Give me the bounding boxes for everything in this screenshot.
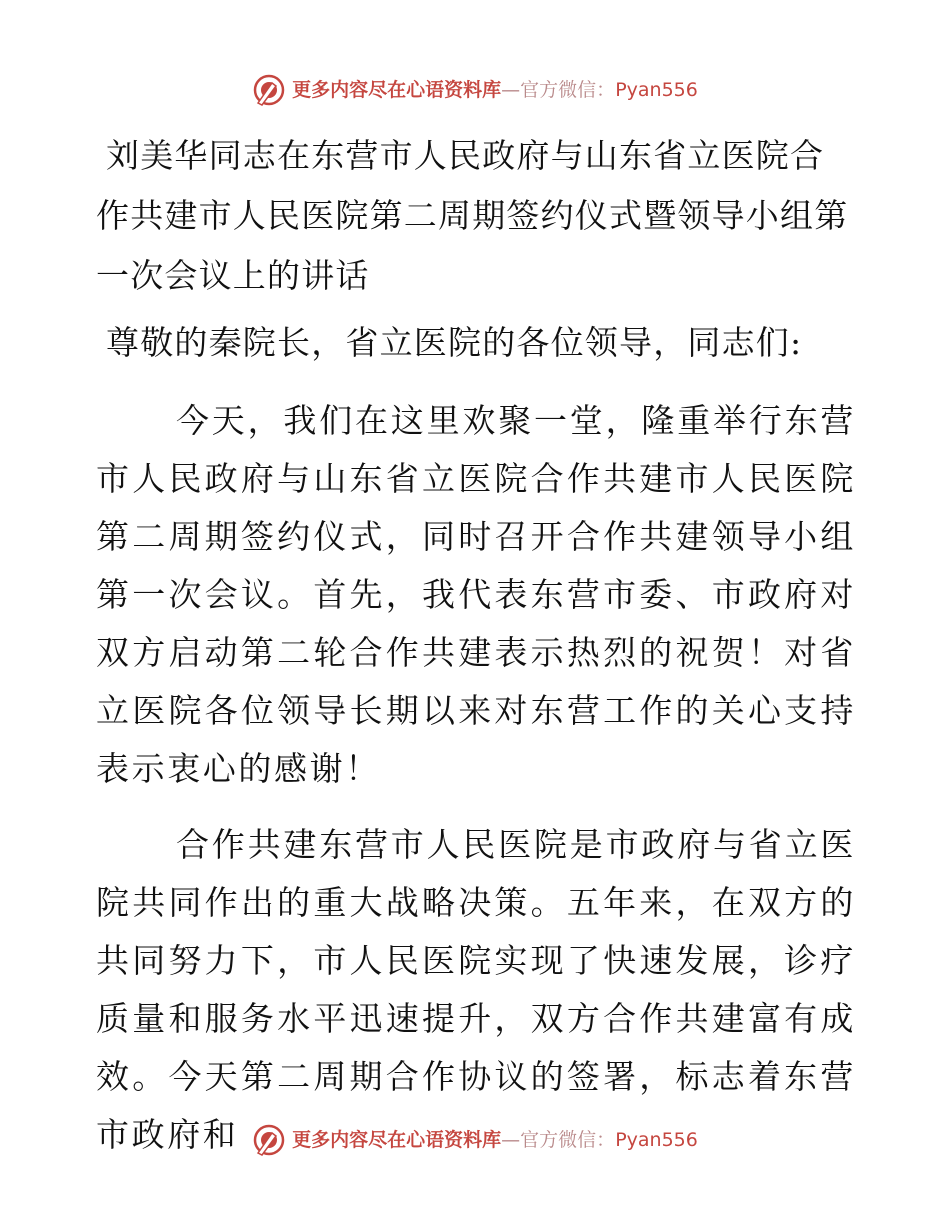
footer-banner (0, 1120, 950, 1160)
banner-wechat-label: 官方微信： (520, 1128, 616, 1151)
banner-wechat-id: Pyan556 (615, 1128, 698, 1151)
banner-site-text: 更多内容尽在心语资料库 (292, 1128, 502, 1151)
banner-text (292, 1128, 698, 1151)
pen-logo-icon (252, 1123, 286, 1157)
pen-logo-icon (252, 73, 286, 107)
banner-separator: — (501, 1128, 521, 1151)
banner-wechat-label: 官方微信： (520, 78, 616, 101)
document-body (96, 126, 856, 1164)
paragraph-2: 合作共建东营市人民医院是市政府与省立医院共同作出的重大战略决策。五年来，在双方的共同努力下，市人民医院实现了快速发展，诊疗质量和服务水平迅速提升，双方合作共建富有成效。今天第二周期合作协议的签署，标志着东营市政府和 (96, 825, 856, 1154)
banner-separator: — (501, 78, 521, 101)
banner-site-text: 更多内容尽在心语资料库 (292, 78, 502, 101)
salutation: 尊敬的秦院长，省立医院的各位领导，同志们: (106, 323, 803, 362)
header-banner (0, 70, 950, 110)
document-title: 刘美华同志在东营市人民政府与山东省立医院合作共建市人民医院第二周期签约仪式暨领导小组第一次会议上的讲话 (96, 136, 849, 295)
banner-wechat-id: Pyan556 (615, 78, 698, 101)
paragraph-1: 今天，我们在这里欢聚一堂，隆重举行东营市人民政府与山东省立医院合作共建市人民医院第二周期签约仪式，同时召开合作共建领导小组第一次会议。首先，我代表东营市委、市政府对双方启动第二轮合作共建表示热烈的祝贺！对省立医院各位领导长期以来对东营工作的关心支持表示衷心的感谢！ (96, 401, 856, 788)
banner-text (292, 78, 698, 101)
